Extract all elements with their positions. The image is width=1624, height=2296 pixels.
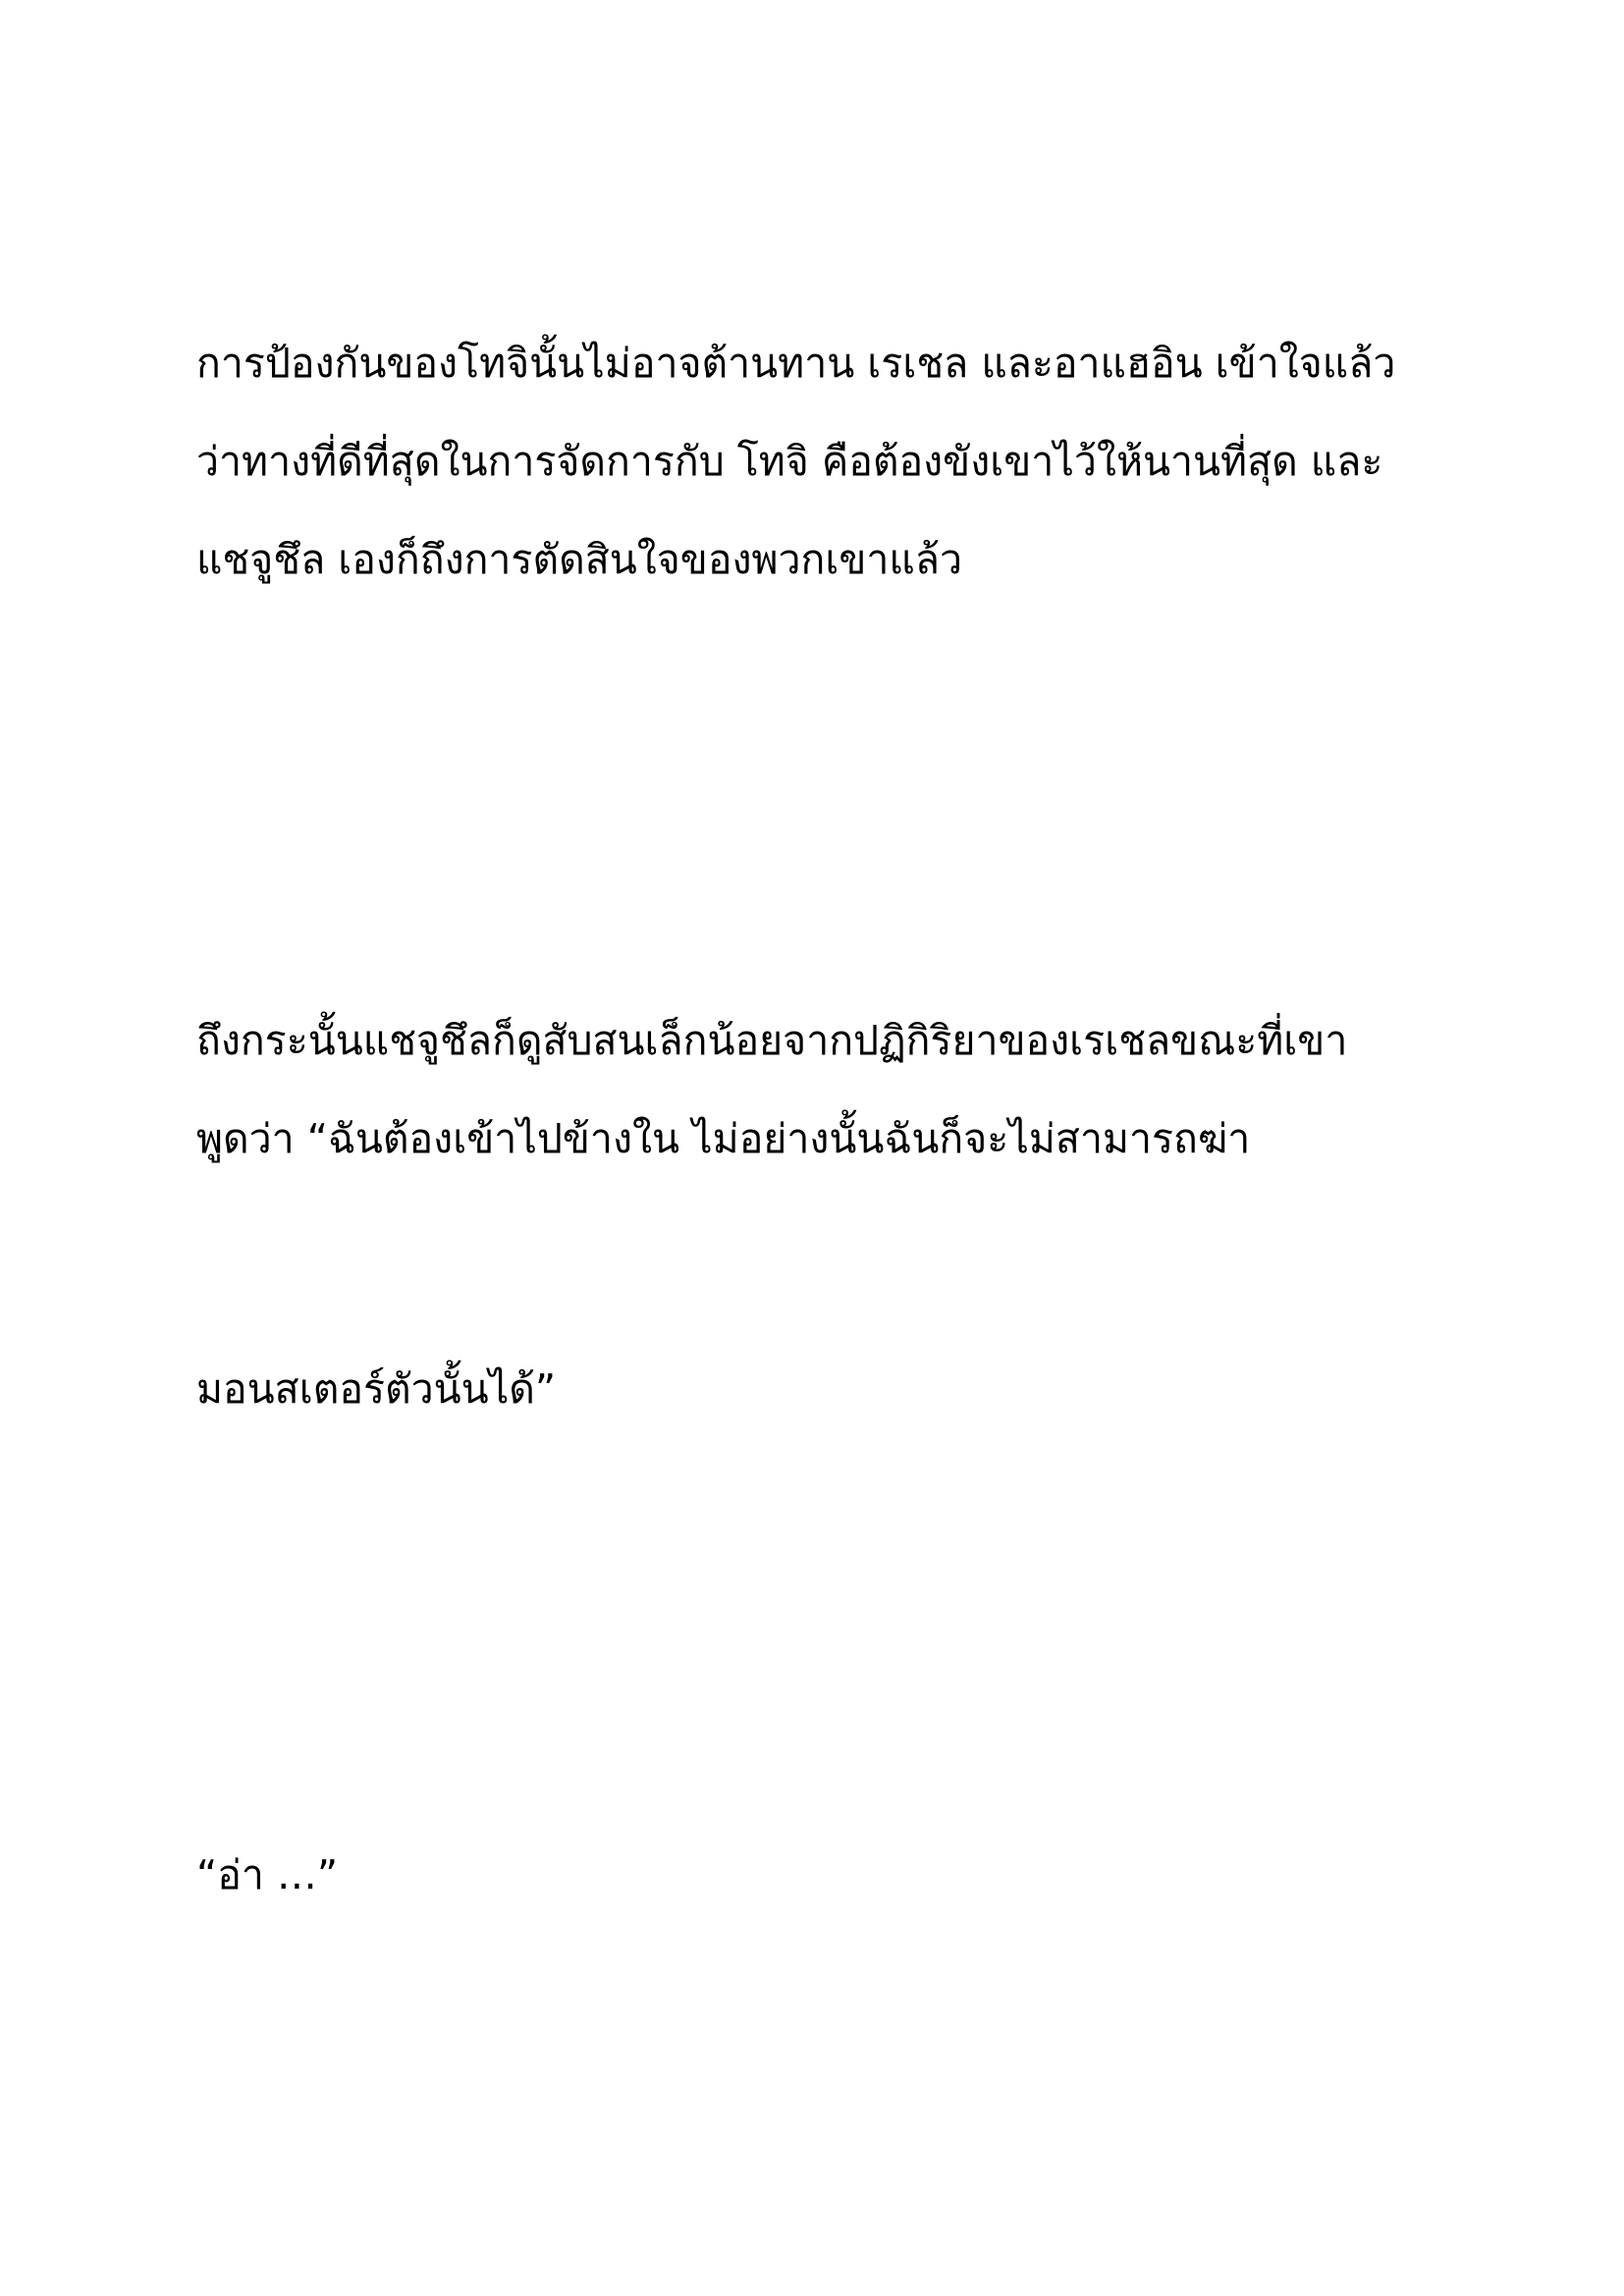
paragraph-2-line-1: ถึงกระนั้นแชจูชึลก็ดูสับสนเล็กน้อยจากปฏิกิริยาของเรเชลขณะที่เขา (196, 1017, 1348, 1064)
paragraph-3-line-1: “อ่า …” (196, 1851, 339, 1898)
paragraph-1-line-3: แชจูชึล เองก็ถึงการตัดสินใจของพวกเขาแล้ว (196, 536, 962, 583)
paragraph-1-line-2: ว่าทางที่ดีที่สุดในการจัดการกับ โทจิ คือต้องขังเขาไว้ให้นานที่สุด และ (196, 438, 1383, 485)
paragraph-1-line-1: การป้องกันของโทจินั้นไม่อาจต้านทาน เรเชล และอาแฮอิน เข้าใจแล้ว (196, 340, 1396, 387)
paragraph-2-line-3: มอนสเตอร์ตัวนั้นได้” (196, 1365, 557, 1413)
paragraph-2-line-2: พูดว่า “ฉันต้องเข้าไปข้างใน ไม่อย่างนั้นฉันก็จะไม่สามารถฆ่า (196, 1115, 1251, 1162)
